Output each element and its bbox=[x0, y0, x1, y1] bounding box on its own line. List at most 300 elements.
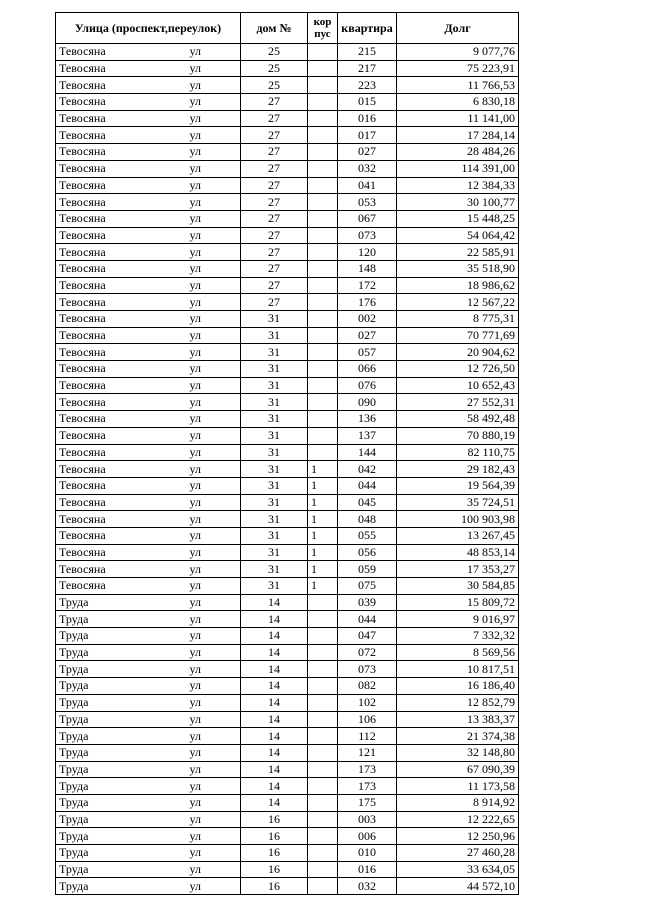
debt-cell: 13 267,45 bbox=[397, 527, 519, 544]
street-type-cell: ул bbox=[187, 628, 241, 645]
debt-cell: 15 809,72 bbox=[397, 594, 519, 611]
table-row bbox=[56, 94, 519, 111]
house-cell: 27 bbox=[241, 94, 308, 111]
table-row bbox=[56, 444, 519, 461]
street-type-cell: ул bbox=[187, 110, 241, 127]
corpus-cell bbox=[308, 878, 338, 895]
apartment-cell: 106 bbox=[338, 711, 397, 728]
apartment-cell: 176 bbox=[338, 294, 397, 311]
corpus-cell bbox=[308, 210, 338, 227]
debt-cell: 58 492,48 bbox=[397, 411, 519, 428]
street-cell: Тевосяна bbox=[56, 194, 187, 211]
debt-cell: 27 552,31 bbox=[397, 394, 519, 411]
apartment-cell: 016 bbox=[338, 861, 397, 878]
street-type-cell: ул bbox=[187, 277, 241, 294]
street-type-cell: ул bbox=[187, 794, 241, 811]
street-cell: Тевосяна bbox=[56, 110, 187, 127]
street-type-cell: ул bbox=[187, 861, 241, 878]
corpus-cell bbox=[308, 678, 338, 695]
street-cell: Труда bbox=[56, 644, 187, 661]
apartment-cell: 120 bbox=[338, 244, 397, 261]
corpus-cell: 1 bbox=[308, 461, 338, 478]
debt-cell: 11 766,53 bbox=[397, 77, 519, 94]
street-cell: Тевосяна bbox=[56, 277, 187, 294]
table-row bbox=[56, 845, 519, 862]
street-type-cell: ул bbox=[187, 744, 241, 761]
house-cell: 31 bbox=[241, 494, 308, 511]
header-corpus: кор пус bbox=[308, 13, 338, 44]
table-row bbox=[56, 778, 519, 795]
street-type-cell: ул bbox=[187, 44, 241, 61]
table-row bbox=[56, 394, 519, 411]
table-row bbox=[56, 494, 519, 511]
street-cell: Труда bbox=[56, 861, 187, 878]
corpus-cell bbox=[308, 110, 338, 127]
debt-cell: 10 652,43 bbox=[397, 377, 519, 394]
table-body bbox=[56, 44, 519, 895]
street-cell: Труда bbox=[56, 744, 187, 761]
street-cell: Труда bbox=[56, 811, 187, 828]
street-cell: Тевосяна bbox=[56, 544, 187, 561]
table-row bbox=[56, 561, 519, 578]
street-type-cell: ул bbox=[187, 160, 241, 177]
debt-cell: 29 182,43 bbox=[397, 461, 519, 478]
house-cell: 25 bbox=[241, 44, 308, 61]
corpus-cell bbox=[308, 845, 338, 862]
street-cell: Тевосяна bbox=[56, 361, 187, 378]
debt-cell: 114 391,00 bbox=[397, 160, 519, 177]
corpus-cell bbox=[308, 411, 338, 428]
street-type-cell: ул bbox=[187, 461, 241, 478]
apartment-cell: 173 bbox=[338, 778, 397, 795]
debt-cell: 82 110,75 bbox=[397, 444, 519, 461]
street-cell: Тевосяна bbox=[56, 494, 187, 511]
debt-cell: 28 484,26 bbox=[397, 144, 519, 161]
table-row bbox=[56, 144, 519, 161]
table-row bbox=[56, 77, 519, 94]
house-cell: 31 bbox=[241, 527, 308, 544]
debt-cell: 15 448,25 bbox=[397, 210, 519, 227]
house-cell: 14 bbox=[241, 694, 308, 711]
apartment-cell: 066 bbox=[338, 361, 397, 378]
street-cell: Труда bbox=[56, 711, 187, 728]
table-row bbox=[56, 427, 519, 444]
debt-cell: 17 353,27 bbox=[397, 561, 519, 578]
table-row bbox=[56, 277, 519, 294]
apartment-cell: 056 bbox=[338, 544, 397, 561]
house-cell: 27 bbox=[241, 260, 308, 277]
house-cell: 14 bbox=[241, 594, 308, 611]
debt-cell: 9 077,76 bbox=[397, 44, 519, 61]
apartment-cell: 032 bbox=[338, 878, 397, 895]
debt-cell: 8 569,56 bbox=[397, 644, 519, 661]
corpus-cell bbox=[308, 828, 338, 845]
street-type-cell: ул bbox=[187, 811, 241, 828]
table-row bbox=[56, 411, 519, 428]
street-cell: Тевосяна bbox=[56, 411, 187, 428]
debt-cell: 20 904,62 bbox=[397, 344, 519, 361]
corpus-cell bbox=[308, 427, 338, 444]
street-type-cell: ул bbox=[187, 311, 241, 328]
corpus-cell: 1 bbox=[308, 527, 338, 544]
table-row bbox=[56, 344, 519, 361]
street-type-cell: ул bbox=[187, 444, 241, 461]
debt-cell: 12 384,33 bbox=[397, 177, 519, 194]
table-row bbox=[56, 461, 519, 478]
street-type-cell: ул bbox=[187, 94, 241, 111]
street-type-cell: ул bbox=[187, 361, 241, 378]
apartment-cell: 010 bbox=[338, 845, 397, 862]
street-type-cell: ул bbox=[187, 644, 241, 661]
apartment-cell: 053 bbox=[338, 194, 397, 211]
apartment-cell: 175 bbox=[338, 794, 397, 811]
header-street: Улица (проспект,переулок) bbox=[56, 13, 241, 44]
table-row bbox=[56, 294, 519, 311]
house-cell: 27 bbox=[241, 144, 308, 161]
street-cell: Труда bbox=[56, 594, 187, 611]
apartment-cell: 015 bbox=[338, 94, 397, 111]
house-cell: 31 bbox=[241, 327, 308, 344]
house-cell: 16 bbox=[241, 828, 308, 845]
table-row bbox=[56, 377, 519, 394]
street-cell: Труда bbox=[56, 694, 187, 711]
apartment-cell: 173 bbox=[338, 761, 397, 778]
debt-cell: 6 830,18 bbox=[397, 94, 519, 111]
table-row bbox=[56, 194, 519, 211]
street-type-cell: ул bbox=[187, 144, 241, 161]
debt-cell: 22 585,91 bbox=[397, 244, 519, 261]
house-cell: 31 bbox=[241, 561, 308, 578]
apartment-cell: 067 bbox=[338, 210, 397, 227]
corpus-cell: 1 bbox=[308, 494, 338, 511]
house-cell: 27 bbox=[241, 110, 308, 127]
table-row bbox=[56, 728, 519, 745]
street-cell: Тевосяна bbox=[56, 461, 187, 478]
apartment-cell: 044 bbox=[338, 477, 397, 494]
corpus-cell bbox=[308, 594, 338, 611]
apartment-cell: 075 bbox=[338, 578, 397, 595]
street-type-cell: ул bbox=[187, 394, 241, 411]
table-row bbox=[56, 110, 519, 127]
street-cell: Труда bbox=[56, 794, 187, 811]
corpus-cell bbox=[308, 711, 338, 728]
apartment-cell: 048 bbox=[338, 511, 397, 528]
street-type-cell: ул bbox=[187, 544, 241, 561]
corpus-cell bbox=[308, 761, 338, 778]
table-row bbox=[56, 327, 519, 344]
corpus-cell bbox=[308, 644, 338, 661]
debt-cell: 70 771,69 bbox=[397, 327, 519, 344]
street-type-cell: ул bbox=[187, 260, 241, 277]
header-debt: Долг bbox=[397, 13, 519, 44]
apartment-cell: 121 bbox=[338, 744, 397, 761]
apartment-cell: 136 bbox=[338, 411, 397, 428]
house-cell: 31 bbox=[241, 544, 308, 561]
table-row bbox=[56, 44, 519, 61]
apartment-cell: 042 bbox=[338, 461, 397, 478]
house-cell: 14 bbox=[241, 794, 308, 811]
house-cell: 27 bbox=[241, 160, 308, 177]
table-row bbox=[56, 878, 519, 895]
table-row bbox=[56, 661, 519, 678]
table-header-row bbox=[56, 13, 519, 44]
apartment-cell: 082 bbox=[338, 678, 397, 695]
street-cell: Тевосяна bbox=[56, 60, 187, 77]
house-cell: 31 bbox=[241, 344, 308, 361]
street-type-cell: ул bbox=[187, 527, 241, 544]
street-cell: Тевосяна bbox=[56, 94, 187, 111]
debt-cell: 32 148,80 bbox=[397, 744, 519, 761]
debt-cell: 75 223,91 bbox=[397, 60, 519, 77]
street-cell: Труда bbox=[56, 628, 187, 645]
debt-cell: 10 817,51 bbox=[397, 661, 519, 678]
street-type-cell: ул bbox=[187, 678, 241, 695]
street-cell: Тевосяна bbox=[56, 427, 187, 444]
table-row bbox=[56, 177, 519, 194]
house-cell: 14 bbox=[241, 644, 308, 661]
corpus-cell bbox=[308, 361, 338, 378]
corpus-cell: 1 bbox=[308, 578, 338, 595]
table-row bbox=[56, 644, 519, 661]
street-cell: Труда bbox=[56, 778, 187, 795]
street-cell: Тевосяна bbox=[56, 244, 187, 261]
street-type-cell: ул bbox=[187, 427, 241, 444]
apartment-cell: 073 bbox=[338, 227, 397, 244]
apartment-cell: 047 bbox=[338, 628, 397, 645]
header-apartment: квартира bbox=[338, 13, 397, 44]
table-row bbox=[56, 594, 519, 611]
house-cell: 14 bbox=[241, 611, 308, 628]
street-type-cell: ул bbox=[187, 828, 241, 845]
street-cell: Труда bbox=[56, 845, 187, 862]
house-cell: 16 bbox=[241, 811, 308, 828]
corpus-cell bbox=[308, 127, 338, 144]
street-type-cell: ул bbox=[187, 477, 241, 494]
table-row bbox=[56, 794, 519, 811]
house-cell: 31 bbox=[241, 578, 308, 595]
debt-cell: 70 880,19 bbox=[397, 427, 519, 444]
street-type-cell: ул bbox=[187, 210, 241, 227]
debt-cell: 11 141,00 bbox=[397, 110, 519, 127]
header-house: дом № bbox=[241, 13, 308, 44]
street-type-cell: ул bbox=[187, 594, 241, 611]
house-cell: 14 bbox=[241, 778, 308, 795]
street-type-cell: ул bbox=[187, 494, 241, 511]
apartment-cell: 172 bbox=[338, 277, 397, 294]
street-type-cell: ул bbox=[187, 578, 241, 595]
street-cell: Тевосяна bbox=[56, 578, 187, 595]
house-cell: 31 bbox=[241, 394, 308, 411]
corpus-cell bbox=[308, 811, 338, 828]
apartment-cell: 002 bbox=[338, 311, 397, 328]
house-cell: 14 bbox=[241, 711, 308, 728]
corpus-cell: 1 bbox=[308, 561, 338, 578]
house-cell: 31 bbox=[241, 461, 308, 478]
street-type-cell: ул bbox=[187, 294, 241, 311]
street-type-cell: ул bbox=[187, 377, 241, 394]
apartment-cell: 076 bbox=[338, 377, 397, 394]
street-cell: Тевосяна bbox=[56, 144, 187, 161]
table-row bbox=[56, 527, 519, 544]
corpus-cell bbox=[308, 861, 338, 878]
street-cell: Тевосяна bbox=[56, 344, 187, 361]
street-type-cell: ул bbox=[187, 344, 241, 361]
corpus-cell bbox=[308, 794, 338, 811]
house-cell: 14 bbox=[241, 661, 308, 678]
street-type-cell: ул bbox=[187, 194, 241, 211]
house-cell: 31 bbox=[241, 477, 308, 494]
corpus-cell bbox=[308, 444, 338, 461]
corpus-cell bbox=[308, 77, 338, 94]
table-row bbox=[56, 694, 519, 711]
apartment-cell: 072 bbox=[338, 644, 397, 661]
house-cell: 31 bbox=[241, 511, 308, 528]
house-cell: 14 bbox=[241, 628, 308, 645]
street-type-cell: ул bbox=[187, 327, 241, 344]
apartment-cell: 003 bbox=[338, 811, 397, 828]
street-type-cell: ул bbox=[187, 411, 241, 428]
house-cell: 27 bbox=[241, 294, 308, 311]
street-type-cell: ул bbox=[187, 77, 241, 94]
street-cell: Тевосяна bbox=[56, 311, 187, 328]
corpus-cell bbox=[308, 160, 338, 177]
debt-cell: 17 284,14 bbox=[397, 127, 519, 144]
table-row bbox=[56, 210, 519, 227]
table-row bbox=[56, 761, 519, 778]
street-cell: Труда bbox=[56, 661, 187, 678]
debt-cell: 35 724,51 bbox=[397, 494, 519, 511]
house-cell: 27 bbox=[241, 244, 308, 261]
street-cell: Тевосяна bbox=[56, 160, 187, 177]
apartment-cell: 027 bbox=[338, 144, 397, 161]
debt-cell: 13 383,37 bbox=[397, 711, 519, 728]
table-row bbox=[56, 260, 519, 277]
debt-cell: 18 986,62 bbox=[397, 277, 519, 294]
house-cell: 31 bbox=[241, 311, 308, 328]
street-type-cell: ул bbox=[187, 177, 241, 194]
house-cell: 27 bbox=[241, 210, 308, 227]
debt-cell: 48 853,14 bbox=[397, 544, 519, 561]
apartment-cell: 041 bbox=[338, 177, 397, 194]
table-row bbox=[56, 361, 519, 378]
apartment-cell: 055 bbox=[338, 527, 397, 544]
apartment-cell: 223 bbox=[338, 77, 397, 94]
debt-cell: 30 100,77 bbox=[397, 194, 519, 211]
street-cell: Труда bbox=[56, 611, 187, 628]
debt-cell: 27 460,28 bbox=[397, 845, 519, 862]
house-cell: 14 bbox=[241, 678, 308, 695]
house-cell: 25 bbox=[241, 77, 308, 94]
street-cell: Тевосяна bbox=[56, 227, 187, 244]
table-row bbox=[56, 744, 519, 761]
house-cell: 31 bbox=[241, 377, 308, 394]
street-cell: Тевосяна bbox=[56, 527, 187, 544]
corpus-cell bbox=[308, 194, 338, 211]
apartment-cell: 044 bbox=[338, 611, 397, 628]
table-row bbox=[56, 160, 519, 177]
street-cell: Тевосяна bbox=[56, 327, 187, 344]
table-row bbox=[56, 311, 519, 328]
corpus-cell bbox=[308, 394, 338, 411]
debt-cell: 44 572,10 bbox=[397, 878, 519, 895]
apartment-cell: 059 bbox=[338, 561, 397, 578]
apartment-cell: 032 bbox=[338, 160, 397, 177]
street-cell: Тевосяна bbox=[56, 394, 187, 411]
table-row bbox=[56, 861, 519, 878]
debt-cell: 12 852,79 bbox=[397, 694, 519, 711]
debt-cell: 100 903,98 bbox=[397, 511, 519, 528]
street-type-cell: ул bbox=[187, 127, 241, 144]
debt-cell: 35 518,90 bbox=[397, 260, 519, 277]
house-cell: 25 bbox=[241, 60, 308, 77]
house-cell: 27 bbox=[241, 127, 308, 144]
corpus-cell bbox=[308, 94, 338, 111]
corpus-cell bbox=[308, 260, 338, 277]
street-cell: Труда bbox=[56, 828, 187, 845]
table-row bbox=[56, 828, 519, 845]
street-type-cell: ул bbox=[187, 244, 241, 261]
corpus-cell bbox=[308, 277, 338, 294]
debt-cell: 67 090,39 bbox=[397, 761, 519, 778]
house-cell: 31 bbox=[241, 411, 308, 428]
street-cell: Тевосяна bbox=[56, 77, 187, 94]
debt-cell: 12 250,96 bbox=[397, 828, 519, 845]
street-cell: Труда bbox=[56, 678, 187, 695]
corpus-cell bbox=[308, 744, 338, 761]
street-type-cell: ул bbox=[187, 728, 241, 745]
table-row bbox=[56, 628, 519, 645]
debt-cell: 12 567,22 bbox=[397, 294, 519, 311]
debt-cell: 54 064,42 bbox=[397, 227, 519, 244]
apartment-cell: 057 bbox=[338, 344, 397, 361]
street-type-cell: ул bbox=[187, 60, 241, 77]
street-cell: Тевосяна bbox=[56, 511, 187, 528]
corpus-cell: 1 bbox=[308, 477, 338, 494]
debt-cell: 19 564,39 bbox=[397, 477, 519, 494]
street-cell: Тевосяна bbox=[56, 260, 187, 277]
table-row bbox=[56, 227, 519, 244]
debt-table bbox=[55, 12, 519, 895]
corpus-cell: 1 bbox=[308, 511, 338, 528]
street-cell: Тевосяна bbox=[56, 444, 187, 461]
apartment-cell: 090 bbox=[338, 394, 397, 411]
street-cell: Труда bbox=[56, 761, 187, 778]
corpus-cell bbox=[308, 244, 338, 261]
debt-cell: 11 173,58 bbox=[397, 778, 519, 795]
street-cell: Тевосяна bbox=[56, 177, 187, 194]
debt-cell: 12 222,65 bbox=[397, 811, 519, 828]
street-cell: Тевосяна bbox=[56, 294, 187, 311]
apartment-cell: 215 bbox=[338, 44, 397, 61]
street-type-cell: ул bbox=[187, 878, 241, 895]
apartment-cell: 073 bbox=[338, 661, 397, 678]
table-row bbox=[56, 811, 519, 828]
apartment-cell: 102 bbox=[338, 694, 397, 711]
street-type-cell: ул bbox=[187, 761, 241, 778]
apartment-cell: 039 bbox=[338, 594, 397, 611]
apartment-cell: 144 bbox=[338, 444, 397, 461]
corpus-cell bbox=[308, 177, 338, 194]
table-row bbox=[56, 578, 519, 595]
house-cell: 31 bbox=[241, 444, 308, 461]
table-row bbox=[56, 611, 519, 628]
apartment-cell: 217 bbox=[338, 60, 397, 77]
house-cell: 27 bbox=[241, 277, 308, 294]
apartment-cell: 137 bbox=[338, 427, 397, 444]
street-type-cell: ул bbox=[187, 611, 241, 628]
street-cell: Труда bbox=[56, 728, 187, 745]
street-cell: Тевосяна bbox=[56, 477, 187, 494]
